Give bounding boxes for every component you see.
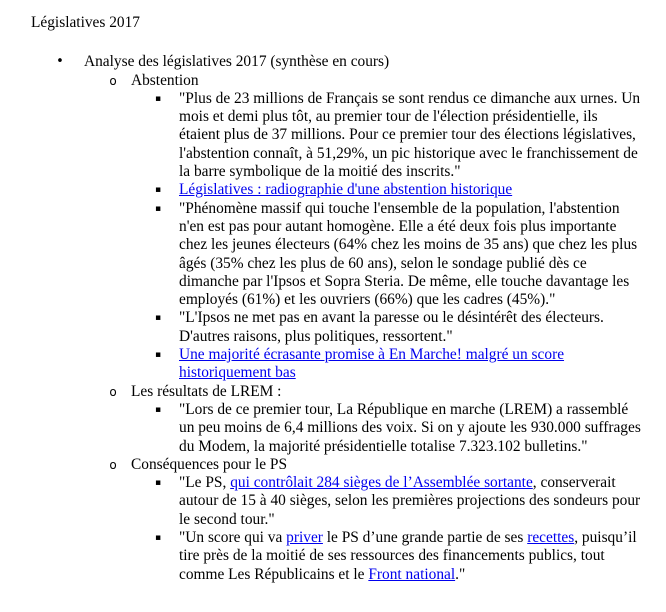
quote-list: [131, 90, 642, 383]
list-item: [131, 401, 642, 456]
bullet-dot-icon: •: [56, 54, 64, 70]
bullet-circle-icon: o: [109, 73, 117, 88]
bullet-circle-icon: o: [109, 457, 117, 472]
list-item: [131, 529, 642, 584]
list-item: [131, 346, 642, 383]
quote-fragment: le PS d’une grande partie de ses: [322, 529, 528, 547]
subsection-label: Conséquences pour le PS: [131, 455, 288, 473]
subsection-item: [84, 456, 642, 584]
list-item: [131, 309, 642, 346]
section-label: Analyse des législatives 2017 (synthèse en cours): [84, 53, 390, 71]
list-item: [131, 181, 642, 199]
bullet-square-icon: ▪: [154, 533, 162, 544]
quote-text: "Plus de 23 millions de Français se sont rendus ce dimanche aux urnes. Un mois et demi plus tôt, au premier tour de l'élection présidentielle, ils étaient plus de 37 millions. Pour ce premier tour des élections législatives, l'abstention connaît, à 51,29%, un pic historique avec le franchissement de la barre symbolique de la moitié des inscrits.": [179, 89, 641, 181]
subsection-label: Les résultats de LREM :: [131, 382, 282, 400]
bullet-square-icon: ▪: [154, 203, 162, 214]
quote-text: "Phénomène massif qui touche l'ensemble de la population, l'abstention n'en est pas pour autant homogène. Elle a été deux fois plus importante chez les jeunes électeurs (64% chez les moins de 35 ans) que chez les plus âgés (35% chez les plus de 60 ans), selon le sondage publié dès ce dimanche par l'Ipsos et Sopra Steria. De même, elle touche davantage les employés (61%) et les ouvriers (66%) que les cadres (45%).": [179, 199, 638, 309]
quote-list: [131, 474, 642, 584]
document-title: Législatives 2017: [31, 14, 140, 31]
quote-text: [179, 529, 642, 584]
bullet-square-icon: ▪: [154, 404, 162, 415]
quote-list: [131, 401, 642, 456]
article-link[interactable]: Législatives : radiographie d'une abstention historique: [179, 181, 513, 199]
bullet-square-icon: ▪: [154, 350, 162, 361]
subsection-item: [84, 383, 642, 456]
quote-fragment: , conserverait autour de 15 à 40 sièges, selon les premières projections des sondeurs pour le second tour.": [179, 474, 641, 528]
inline-link[interactable]: recettes: [527, 529, 575, 547]
inline-link[interactable]: priver: [286, 529, 323, 547]
quote-fragment: , puisqu’il tire près de la moitié de ses ressources des financements publics, tout comme Les Républicains et le: [179, 529, 637, 583]
quote-text: [179, 474, 642, 529]
quote-fragment: .": [455, 565, 466, 583]
list-item-analysis: [31, 53, 642, 584]
bullet-square-icon: ▪: [154, 93, 162, 104]
list-item: [131, 90, 642, 181]
bullet-square-icon: ▪: [154, 478, 162, 489]
quote-text: "Lors de ce premier tour, La République en marche (LREM) a rassemblé un peu moins de 6,4 millions des voix. Si on y ajoute les 930.000 suffrages du Modem, la majorité présidentielle totalise 7.323.102 bulletins.": [179, 400, 641, 455]
article-link[interactable]: Une majorité écrasante promise à En Marche! malgré un score historiquement bas: [179, 346, 565, 382]
quote-fragment: "Un score qui va: [179, 529, 287, 547]
list-item: [131, 200, 642, 310]
quote-text: "L'Ipsos ne met pas en avant la paresse ou le désintérêt des électeurs. D'autres raisons, plus politiques, ressortent.": [179, 309, 604, 345]
bullet-square-icon: ▪: [154, 313, 162, 324]
bullet-circle-icon: o: [109, 384, 117, 399]
list-item: [131, 474, 642, 529]
subsection-list: [84, 72, 642, 584]
bullet-square-icon: ▪: [154, 185, 162, 196]
subsection-item: [84, 72, 642, 383]
inline-link[interactable]: Front national: [368, 565, 456, 583]
top-level-list: [31, 53, 642, 584]
inline-link[interactable]: qui contrôlait 284 sièges de l’Assemblée sortante: [230, 474, 533, 492]
subsection-label: Abstention: [131, 71, 199, 89]
quote-fragment: "Le PS,: [179, 474, 231, 492]
